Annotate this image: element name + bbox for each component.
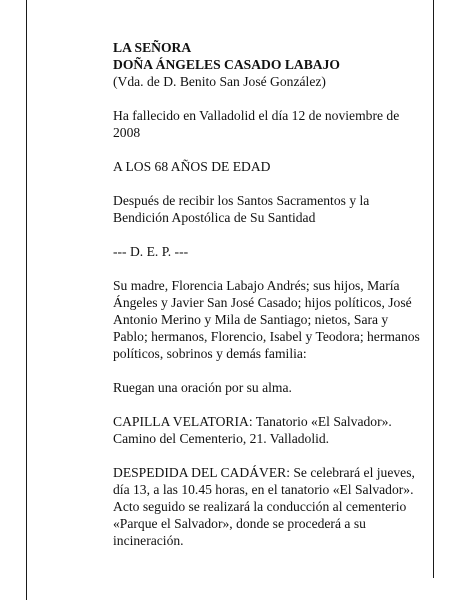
dep-line: --- D. E. P. --- — [113, 244, 189, 259]
header-block — [113, 39, 423, 90]
title-la-senora: LA SEÑORA — [113, 40, 192, 55]
death-notice: Ha fallecido en Valladolid el día 12 de noviembre de 2008 — [113, 108, 400, 140]
prayer-request: Ruegan una oración por su alma. — [113, 380, 292, 395]
obituary-notice — [113, 39, 423, 566]
left-border-line — [26, 0, 27, 600]
family-list: Su madre, Florencia Labajo Andrés; sus hijos, María Ángeles y Javier San José Casado; hijos políticos, José Antonio Merino y Mila de Santiago; nietos, Sara y Pablo; hermanos, Florencio, Isabel y Teodora; hermanos políticos, sobrinos y demás familia: — [113, 278, 420, 361]
deceased-name: DOÑA ÁNGELES CASADO LABAJO — [113, 57, 340, 72]
sacraments-line: Después de recibir los Santos Sacramentos y la Bendición Apostólica de Su Santidad — [113, 193, 370, 225]
widow-of-line: (Vda. de D. Benito San José González) — [113, 74, 326, 89]
age-line: A LOS 68 AÑOS DE EDAD — [113, 159, 271, 174]
right-border-line — [433, 0, 434, 578]
chapel-info: CAPILLA VELATORIA: Tanatorio «El Salvador». Camino del Cementerio, 21. Valladolid. — [113, 414, 392, 446]
farewell-info: DESPEDIDA DEL CADÁVER: Se celebrará el jueves, día 13, a las 10.45 horas, en el tanatorio «El Salvador». Acto seguido se realizará la conducción al cementerio «Parque el Salvador», donde se procederá a su incineración. — [113, 465, 415, 548]
